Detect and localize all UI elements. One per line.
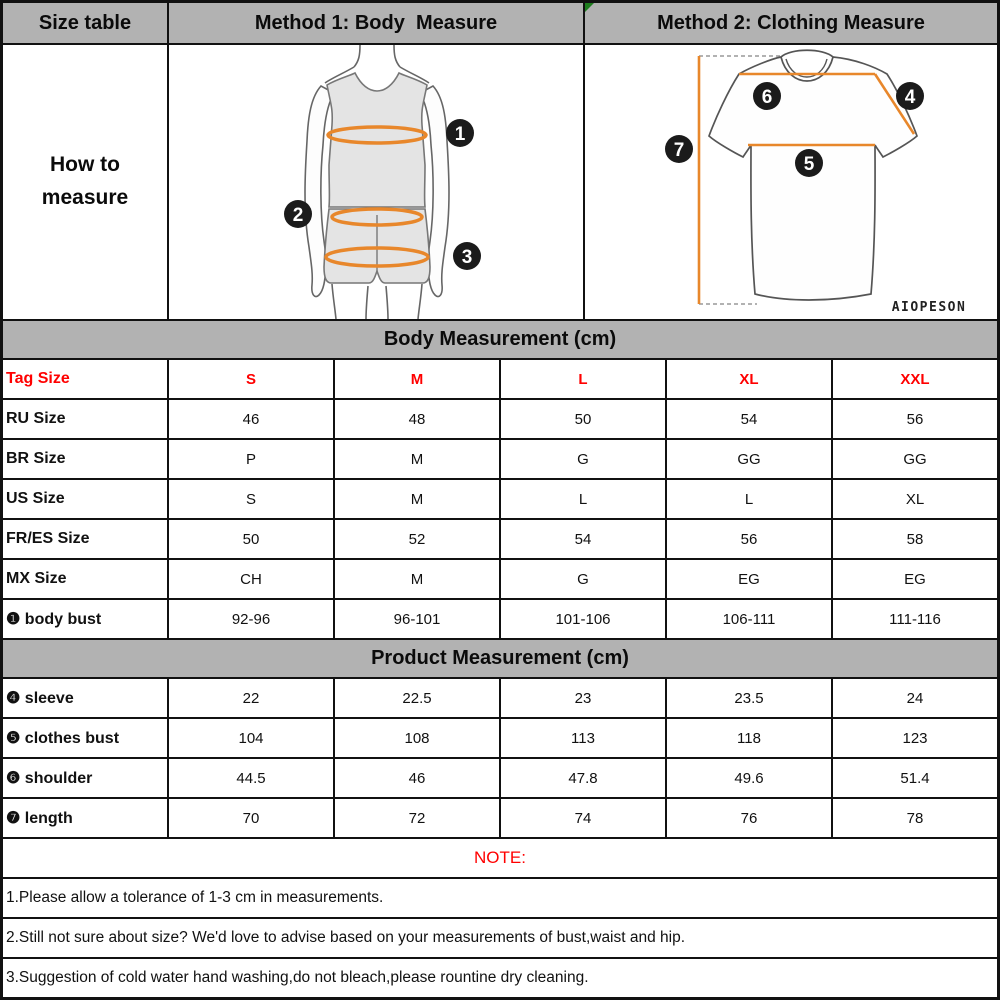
svg-text:5: 5 [803, 154, 815, 175]
table-cell: GG [833, 440, 997, 478]
table-cell: 123 [833, 719, 997, 757]
table-cell: L [667, 480, 831, 518]
marker-3-icon [453, 242, 481, 270]
tshirt-outline [709, 57, 917, 300]
row-label: ❹ sleeve [3, 679, 167, 717]
body-measurement-title: Body Measurement (cm) [3, 321, 997, 358]
table-cell: L [501, 480, 665, 518]
brand-text: AIOPESON [891, 300, 967, 315]
marker-7-icon [665, 135, 693, 163]
table-cell: M [335, 560, 499, 598]
note-item: 2.Still not sure about size? We'd love to advise based on your measurements of bust,waist and hip. [3, 919, 997, 957]
table-cell: 104 [169, 719, 333, 757]
marker-4-icon [896, 82, 924, 110]
table-cell: 47.8 [501, 759, 665, 797]
table-cell: 92-96 [169, 600, 333, 638]
marker-1-icon [446, 119, 474, 147]
table-cell: 108 [335, 719, 499, 757]
table-cell: 74 [501, 799, 665, 837]
body-measure-illustration [169, 45, 583, 319]
table-cell: 50 [501, 400, 665, 438]
table-cell: G [501, 440, 665, 478]
table-cell: 50 [169, 520, 333, 558]
how-to-measure-cell [3, 45, 167, 319]
marker-5-icon [795, 149, 823, 177]
marker-6-icon [753, 82, 781, 110]
tshirt-svg [585, 45, 997, 319]
table-cell: GG [667, 440, 831, 478]
product-measurement-title: Product Measurement (cm) [3, 640, 997, 677]
column-header: XL [667, 360, 831, 398]
table-cell: 23.5 [667, 679, 831, 717]
svg-text:1: 1 [454, 124, 466, 145]
note-item: 1.Please allow a tolerance of 1-3 cm in measurements. [3, 879, 997, 917]
notes-section [3, 879, 997, 997]
table-cell: 70 [169, 799, 333, 837]
column-header: XXL [833, 360, 997, 398]
column-header: Tag Size [3, 360, 167, 398]
row-label: ❻ shoulder [3, 759, 167, 797]
table-cell: XL [833, 480, 997, 518]
table-cell: 51.4 [833, 759, 997, 797]
green-corner-marker-icon [585, 3, 594, 12]
table-cell: 22.5 [335, 679, 499, 717]
svg-text:6: 6 [761, 87, 773, 108]
table-cell: 96-101 [335, 600, 499, 638]
table-cell: 106-111 [667, 600, 831, 638]
table-cell: 56 [833, 400, 997, 438]
table-cell: 56 [667, 520, 831, 558]
method2-header [585, 3, 997, 43]
row-label: US Size [3, 480, 167, 518]
note-item: 3.Suggestion of cold water hand washing,do not bleach,please rountine dry cleaning. [3, 959, 997, 997]
table-cell: 101-106 [501, 600, 665, 638]
table-cell: 72 [335, 799, 499, 837]
row-label: ❼ length [3, 799, 167, 837]
row-label: FR/ES Size [3, 520, 167, 558]
table-cell: EG [667, 560, 831, 598]
table-cell: 23 [501, 679, 665, 717]
table-cell: 111-116 [833, 600, 997, 638]
clothing-measure-illustration [585, 45, 997, 319]
table-cell: G [501, 560, 665, 598]
table-cell: 58 [833, 520, 997, 558]
table-cell: P [169, 440, 333, 478]
table-cell: EG [833, 560, 997, 598]
table-cell: 78 [833, 799, 997, 837]
svg-text:2: 2 [292, 205, 304, 226]
method2-header-label: Method 2: Clothing Measure [657, 11, 925, 34]
svg-text:3: 3 [461, 247, 473, 268]
body-figure-svg [169, 45, 583, 319]
column-header: S [169, 360, 333, 398]
table-cell: 44.5 [169, 759, 333, 797]
row-label: ❶ body bust [3, 600, 167, 638]
table-cell: 48 [335, 400, 499, 438]
row-label: MX Size [3, 560, 167, 598]
table-cell: 54 [667, 400, 831, 438]
table-cell: 54 [501, 520, 665, 558]
row-label: ❺ clothes bust [3, 719, 167, 757]
how-to-line1: How to [50, 153, 120, 177]
table-cell: M [335, 480, 499, 518]
column-header: M [335, 360, 499, 398]
body-measurement-table [3, 360, 997, 638]
table-cell: 113 [501, 719, 665, 757]
table-cell: 118 [667, 719, 831, 757]
table-cell: 49.6 [667, 759, 831, 797]
row-label: RU Size [3, 400, 167, 438]
top-section [3, 3, 997, 319]
table-cell: CH [169, 560, 333, 598]
table-cell: 52 [335, 520, 499, 558]
table-cell: S [169, 480, 333, 518]
table-cell: 46 [335, 759, 499, 797]
row-label: BR Size [3, 440, 167, 478]
column-header: L [501, 360, 665, 398]
table-cell: 76 [667, 799, 831, 837]
method1-header: Method 1: Body Measure [169, 3, 583, 43]
note-title: NOTE: [3, 839, 997, 877]
table-cell: 24 [833, 679, 997, 717]
marker-2-icon [284, 200, 312, 228]
table-cell: 22 [169, 679, 333, 717]
svg-text:4: 4 [904, 87, 916, 108]
how-to-line2: measure [41, 186, 129, 209]
table-cell: M [335, 440, 499, 478]
size-table-header: Size table [3, 3, 167, 43]
product-measurement-table [3, 679, 997, 837]
table-cell: 46 [169, 400, 333, 438]
svg-text:7: 7 [673, 140, 685, 161]
